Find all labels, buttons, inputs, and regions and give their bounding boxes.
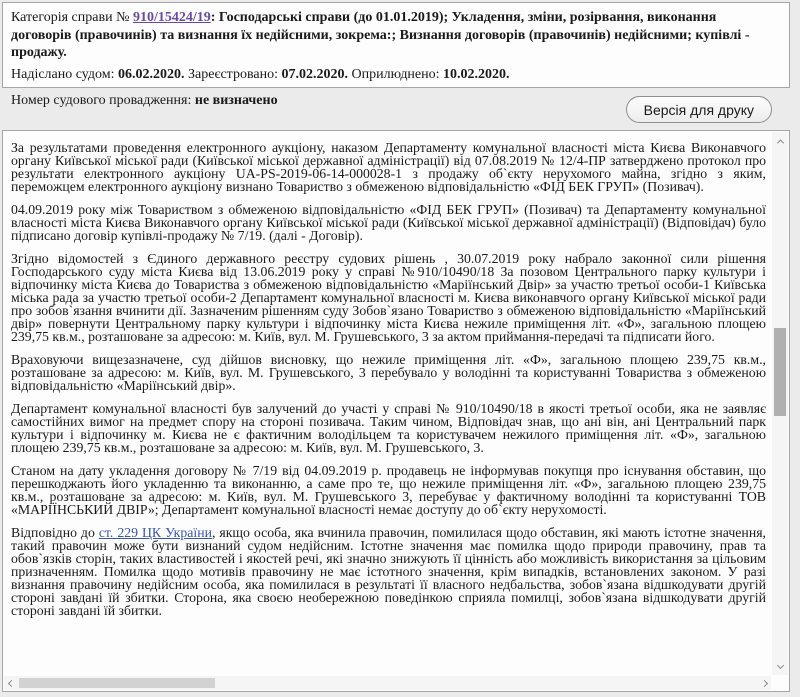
scroll-up-button[interactable] (772, 134, 788, 149)
chevron-up-icon (776, 139, 783, 146)
horizontal-scrollbar-thumb[interactable] (19, 678, 215, 688)
paragraph (11, 526, 766, 617)
paragraph-suffix: , якщо особа, яка вчинила правочин, помилилася щодо обставин, які мають істотне значення, такий правочин може бути визнаний судом недійсним. Істотне значення має помилка щодо природи правочину, прав та обов`язків сторін, таких властивостей і якостей речі, які значно знижують її цінність або можливість використання за цільовим призначенням. Помилка щодо мотивів правочину не має істотного значення, крім випадків, встановлених законом. У разі визнання правочину недійсним особа, яка помилилася в результаті її власного недбальства, зобов`язана відшкодувати другій стороні завдані їй збитки. Сторона, яка своєю необережною поведінкою сприяла помилці, зобов`язана відшкодувати другій стороні завдані їй збитки. (11, 525, 766, 618)
case-info-box (2, 2, 790, 108)
sent-date: 06.02.2020. (118, 66, 185, 82)
scroll-down-button[interactable] (772, 658, 788, 673)
paragraph: 04.09.2019 року між Товариством з обмеженою відповідальністю «ФІД БЕК ГРУП» (Позивач) та Департаменту комунальної власності міста Києва Виконавчого органу Київської міської ради (Київської міської державної адміністрації) (Відповідач) було підписано договір купівлі-продажу № 7/19. (далі - Договір). (11, 202, 766, 243)
chevron-left-icon (7, 679, 14, 686)
case-number-link[interactable]: 910/15424/19 (132, 10, 211, 25)
registered-date: 07.02.2020. (281, 66, 348, 82)
decision-text (4, 132, 771, 675)
print-version-button[interactable]: Версія для друку (626, 96, 772, 123)
proceeding-value: не визначено (194, 93, 278, 108)
paragraph: Враховуючи вищезазначене, суд дійшов висновку, що нежиле приміщення літ. «Ф», загальною площею 239,75 кв.м., розташоване за адресою: м. Київ, вул. М. Грушевського, 3 перебувало у володінні та користуванні Товариства з обмеженою відповідальністю «Маріїнський двір». (11, 352, 766, 393)
category-label: Категорія справи № (11, 10, 133, 25)
dates-line (11, 66, 779, 84)
paragraph: Згідно відомостей з Єдиного державного реєстру судових рішень , 30.07.2019 року набрало законної сили рішення Господарського суду міста Києва від 13.06.2019 року у справі №910/10490/18 За позовом Центрального парку культури і відпочинку міста Києва до Товариства з обмеженою відповідальністю «Маріїнський Двір» за участю третьої особи-1 Київська міська рада за участю третьої особи-2 Департамент комунальної власності м. Києва виконавчого органу Київської міської ради про зобов`язання вчинити дії. Зазначеним рішенням суду Зобов`язано Товариство з обмеженою відповідальністю «Маріїнський двір» повернути Центральному парку культури і відпочинку міста Києва нежиле приміщення літ. «Ф», загальною площею 239,75 кв.м., розташоване за адресою: м. Київ, вул. М. Грушевського, 3 за актом приймання-передачі та підписати його. (11, 251, 766, 344)
scroll-right-button[interactable] (757, 676, 771, 690)
case-category-line (11, 9, 779, 62)
vertical-scrollbar-thumb[interactable] (774, 328, 786, 416)
law-article-link[interactable]: ст. 229 ЦК України (98, 525, 212, 540)
horizontal-scrollbar[interactable] (4, 676, 771, 690)
paragraph: Департамент комунальної власності був залучений до участі у справі № 910/10490/18 в якості третьої особи, яка не заявляє самостійних вимог на предмет спору на стороні позивача. Таким чином, Відповідач знав, що ані він, ані Центральний парк культури і відпочинку м. Києва не є фактичним володільцем та користувачем нежилого приміщення літ. «Ф», загальною площею 239,75 кв.м., розташоване за адресою: м. Київ, вул. М. Грушевського, 3. (11, 401, 766, 455)
vertical-scrollbar[interactable] (772, 132, 788, 675)
chevron-down-icon (776, 662, 783, 669)
category-separator: : (210, 10, 219, 25)
paragraph: За результатами проведення електронного аукціону, наказом Департаменту комунальної власності міста Києва Виконавчого органу Київської міської ради (Київської міської державної адміністрації) від 07.08.2019 № 12/4-ПР затверджено протокол про результати електронного аукціону UA-PS-2019-06-14-000028-1 з продажу об`єкту нерухомого майна, згідно з яким, переможцем електронного аукціону визнано Товариство з обмеженою відповідальністю «ФІД БЕК ГРУП» (Позивач). (11, 140, 766, 194)
decision-text-box (2, 130, 790, 692)
chevron-right-icon (760, 679, 767, 686)
paragraph-prefix: Відповідно до (11, 525, 99, 540)
proceeding-label: Номер судового провадження: (11, 93, 195, 108)
category-value: Господарські справи (до 01.01.2019); Укладення, зміни, розірвання, виконання договорів (правочинів) та визнання їх недійсними, зокрема:; Визнання договорів (правочинів) недійсними; купівлі - продажу. (11, 10, 750, 60)
published-label: Оприлюднено: (347, 66, 444, 82)
published-date: 10.02.2020. (443, 66, 510, 82)
paragraph: Станом на дату укладення договору № 7/19 від 04.09.2019 р. продавець не інформував покупця про існування обставин, що перешкоджають його укладенню та виконанню, а саме про те, що нежиле приміщення літ. «Ф», загальною площею 239,75 кв.м., розташоване за адресою: м. Київ, вул. М. Грушевського 3, перебуває у фактичному володінні та користуванні ТОВ «МАРІЇНСЬКИЙ ДВІР»; Департамент комунальної власності немає доступу до об`єкту нерухомості. (11, 463, 766, 517)
registered-label: Зареєстровано: (184, 66, 282, 82)
scroll-left-button[interactable] (4, 676, 18, 690)
sent-label: Надіслано судом: (11, 66, 118, 82)
